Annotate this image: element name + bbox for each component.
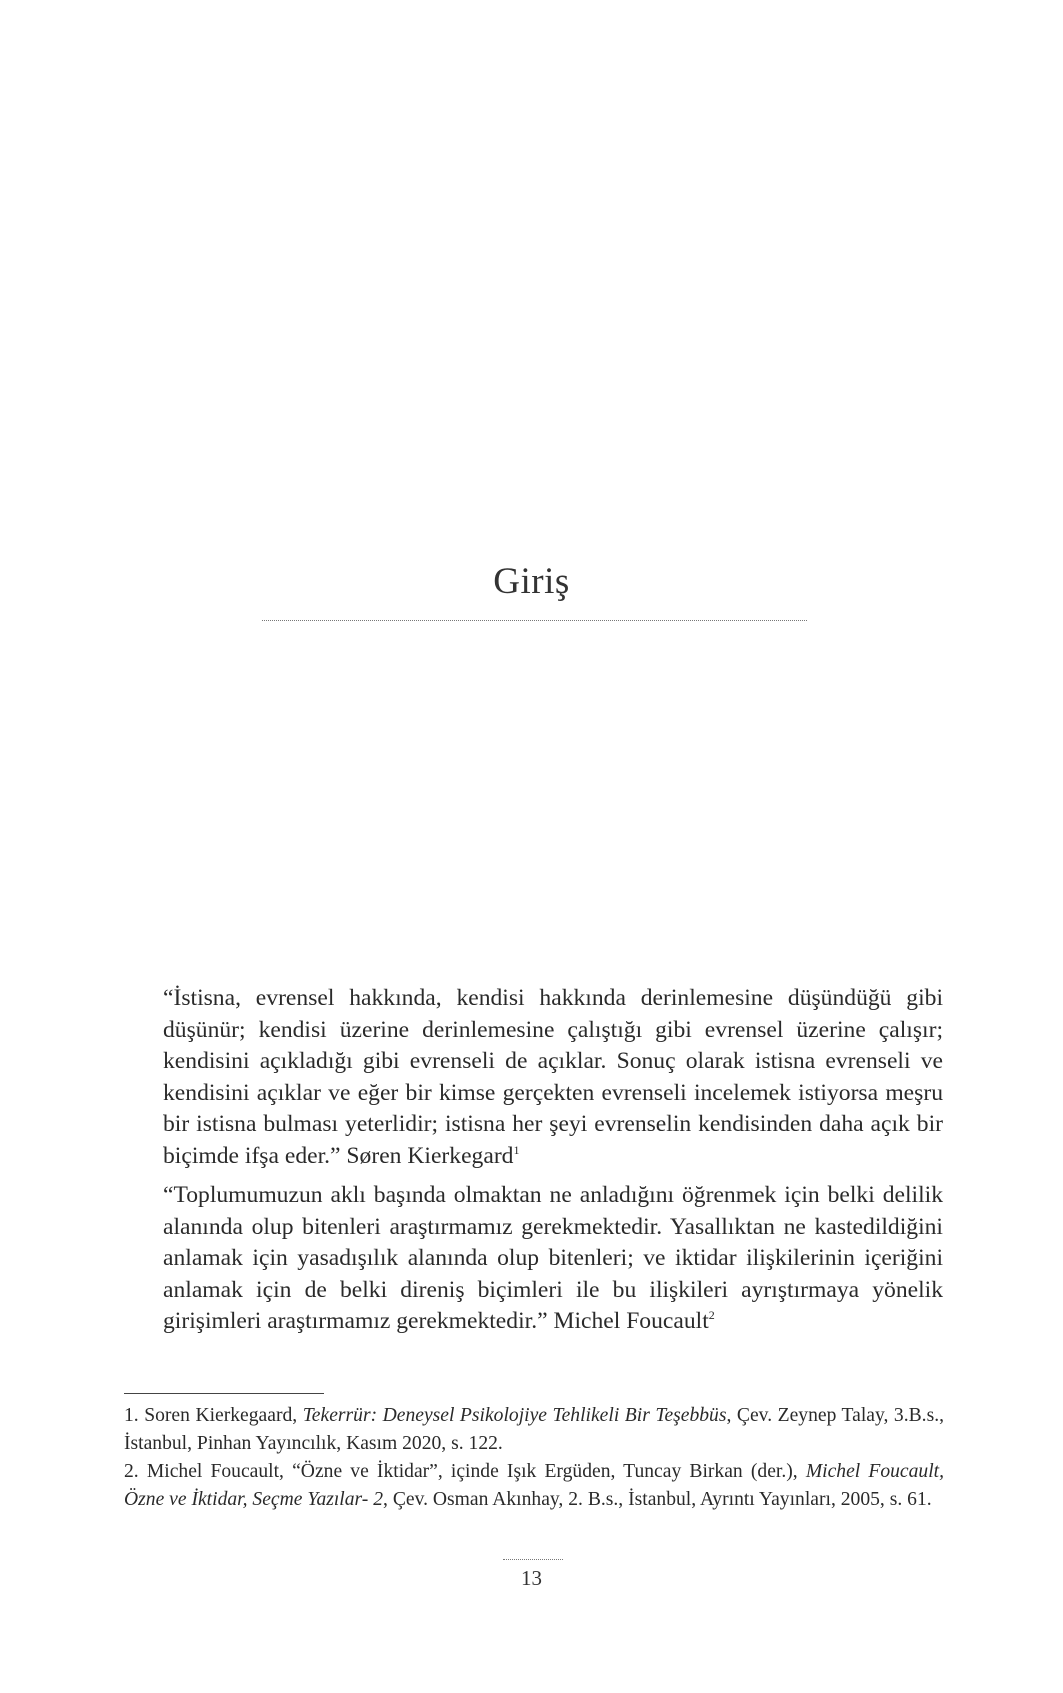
footnote-text: , Çev. Osman Akınhay, 2. B.s., İstanbul, Ayrıntı Yayınları, 2005, s. 61. bbox=[383, 1488, 932, 1510]
footnotes bbox=[124, 1402, 944, 1514]
epigraph-kierkegaard bbox=[163, 983, 943, 1172]
footnote-book-title: Tekerrür: Deneysel Psikolojiye Tehlikeli Bir Teşebbüs bbox=[302, 1405, 727, 1426]
epigraph-foucault bbox=[163, 1180, 943, 1338]
title-divider bbox=[262, 620, 807, 621]
chapter-title: Giriş bbox=[493, 561, 570, 602]
footnote-2 bbox=[124, 1458, 944, 1513]
footnote-1 bbox=[124, 1402, 944, 1457]
footnote-ref[interactable]: 2 bbox=[708, 1308, 715, 1323]
page-number: 13 bbox=[521, 1566, 542, 1590]
footnote-ref[interactable]: 1 bbox=[513, 1142, 520, 1157]
footnote-book-title: Michel Foucault, Özne ve İktidar, Seçme Yazılar- 2 bbox=[124, 1461, 944, 1510]
epigraphs bbox=[163, 983, 943, 1346]
footnote-divider bbox=[124, 1393, 324, 1394]
epigraph-text: “İstisna, evrensel hakkında, kendisi hakkında derinlemesine düşündüğü gibi düşünür; kendisi üzerine derinlemesine çalıştığı gibi evrensel üzerine çalışır; kendisini açıkladığı gibi evrenseli de açıklar. Sonuç olarak istisna evrenseli ve kendisini açıklar ve eğer bir kimse gerçekten evrenseli incelemek istiyorsa meşru bir istisna bulması yeterlidir; istisna her şeyi evrenselin kendisinden daha açık bir biçimde ifşa eder.” Søren Kierkegard bbox=[163, 985, 943, 1169]
footnote-text: , Çev. Zeynep Talay, 3.B.s., İstanbul, Pinhan Yayıncılık, Kasım 2020, s. 122. bbox=[124, 1405, 944, 1454]
epigraph-text: “Toplumumuzun aklı başında olmaktan ne anladığını öğrenmek için belki delilik alanında olup bitenleri araştırmamız gerekmektedir. Yasallıktan ne kastedildiğini anlamak için yasadışılık alanında olup bitenleri; ve iktidar ilişkilerinin içeriğini anlamak için de belki direniş biçimleri ile bu ilişkileri ayrıştırmaya yönelik girişimleri araştırmamız gerekmektedir.” Michel Foucault bbox=[163, 1182, 943, 1334]
page-number-divider bbox=[503, 1559, 563, 1560]
footnote-text: 2. Michel Foucault, “Özne ve İktidar”, içinde Işık Ergüden, Tuncay Birkan (der.), bbox=[124, 1461, 806, 1482]
footnote-text: 1. Soren Kierkegaard, bbox=[124, 1405, 303, 1426]
